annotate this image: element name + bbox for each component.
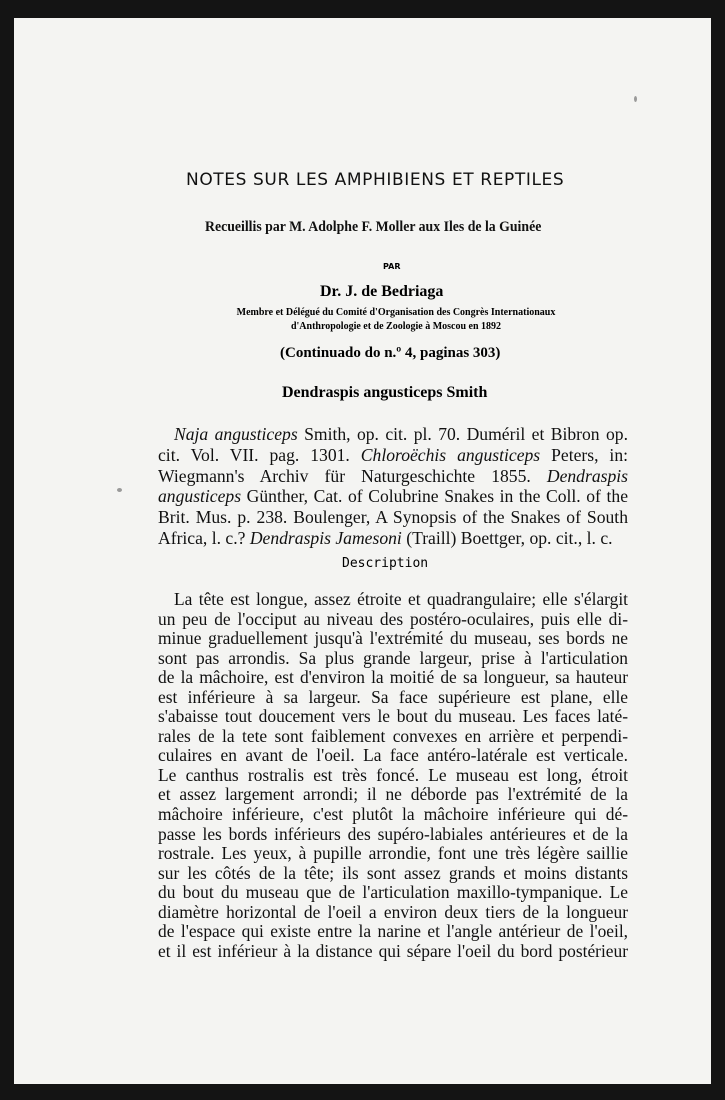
synonym-name: Chloroëchis angusticeps — [360, 444, 541, 465]
par-label: PAR — [383, 262, 401, 271]
description-line: minue graduellement jusqu'à l'extrémité du museau, ses bords ne — [158, 629, 628, 649]
description-line: diamètre horizontal de l'oeil a environ deux tiers de la longueur — [158, 902, 628, 922]
description-line: de la mâchoire, est d'environ la moitié de sa longueur, sa hauteur — [158, 668, 628, 688]
synonym-citation: Günther, Cat. of Colubrine Snakes in the Coll. of the Brit. Mus. p. 238. Boulenger, A Synopsis of the Snakes of South Africa, l. c.? — [158, 486, 628, 548]
description-line: s'abaisse tout doucement vers le bout du museau. Les faces laté- — [158, 707, 628, 727]
description-line: rostrale. Les yeux, à pupille arrondie, font une très légère saillie — [158, 844, 628, 864]
synonym-name: Dendraspis angusticeps — [158, 465, 628, 507]
description-line: La tête est longue, assez étroite et quadrangulaire; elle s'élargit — [174, 590, 628, 609]
author-name: Dr. J. de Bedriaga — [320, 283, 444, 300]
scan-speck — [117, 488, 122, 492]
scan-speck — [634, 96, 637, 102]
description-line: culaires en avant de l'oeil. La face antéro-latérale est verticale. — [158, 746, 628, 766]
description-line: un peu de l'occiput au niveau des postéro-oculaires, puis elle di- — [158, 609, 628, 629]
synonym-name: Naja angusticeps — [174, 424, 298, 444]
article-title: NOTES SUR LES AMPHIBIENS ET REPTILES — [186, 170, 565, 190]
description-body — [158, 590, 628, 961]
synonymy-paragraph — [158, 424, 628, 549]
author-affiliation — [216, 306, 576, 334]
description-line: passe les bords inférieurs des supéro-labiales antérieures et de la — [158, 824, 628, 844]
synonym-name: Dendraspis Jamesoni — [249, 527, 402, 548]
synonym-citation: (Traill) Boettger, op. cit., l. c. — [401, 527, 613, 548]
article-subtitle: Recueillis par M. Adolphe F. Moller aux Iles de la Guinée — [205, 219, 542, 235]
description-line: de l'espace qui existe entre la narine et l'angle antérieur de l'oeil, — [158, 922, 628, 942]
description-heading: Description — [342, 556, 429, 571]
affiliation-line: d'Anthropologie et de Zoologie à Moscou en 1892 — [290, 321, 502, 332]
continuation-note: (Continuado do n.º 4, paginas 303) — [280, 345, 501, 361]
description-line: et assez largement arrondi; il ne déborde pas l'extrémité de la — [158, 785, 628, 805]
description-line: mâchoire inférieure, c'est plutôt la mâchoire inférieure qui dé- — [158, 805, 628, 825]
affiliation-line: Membre et Délégué du Comité d'Organisation des Congrès Internationaux — [236, 307, 556, 318]
synonym-citation: Smith, op. cit. pl. 70. Duméril et Bibron op. cit. Vol. VII. pag. 1301. — [158, 424, 629, 465]
description-line: Le canthus rostralis est très foncé. Le museau est long, étroit — [158, 765, 628, 785]
description-line: du bout du museau que de l'articulation maxillo-tympanique. Le — [158, 883, 628, 903]
species-heading: Dendraspis angusticeps Smith — [282, 384, 488, 401]
description-line: rales de la tete sont faiblement convexes en arrière et perpendi- — [158, 726, 628, 746]
description-line: et il est inférieur à la distance qui sépare l'oeil du bord postérieur — [158, 941, 628, 961]
description-line: sur les côtés de la tête; ils sont assez grands et moins distants — [158, 863, 628, 883]
description-line: sont pas arrondis. Sa plus grande largeur, prise à l'articulation — [158, 648, 628, 668]
description-line: est inférieure à sa largeur. Sa face supérieure est plane, elle — [158, 687, 628, 707]
synonym-citation: Peters, in: Wiegmann's Archiv für Naturgeschichte 1855. — [158, 444, 629, 486]
